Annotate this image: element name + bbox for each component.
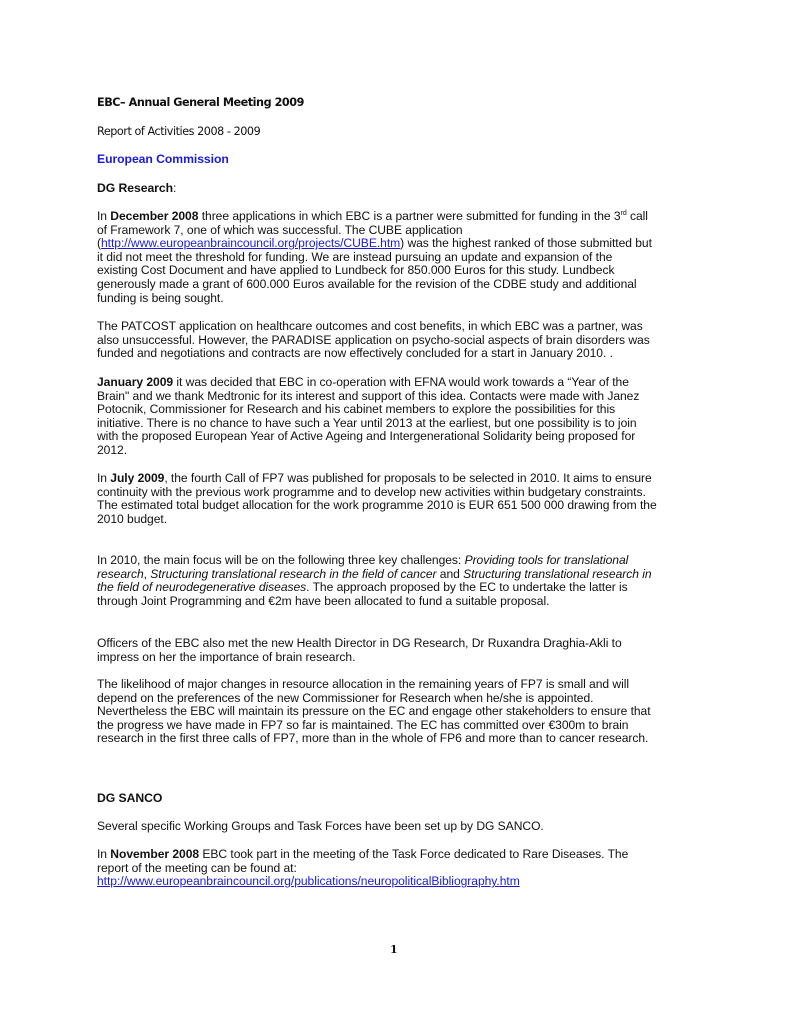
text-span: (: [97, 236, 101, 251]
p1-line-6: generously made a grant of 600.000 Euros available for the revision of the CDBE study and additional: [97, 276, 637, 291]
paragraph-november-2008: [97, 848, 717, 889]
text-span: In 2010, the main focus will be on the following three key challenges:: [97, 553, 465, 567]
p3-line-5: with the proposed European Year of Active Ageing and Intergenerational Solidarity being proposed for: [97, 429, 636, 444]
paragraph-likelihood: [97, 678, 717, 746]
text-span: and: [436, 566, 464, 581]
text-span: ,: [143, 566, 151, 581]
p1-line-4: it did not meet the threshold for funding. We are instead pursuing an update and expansion of the: [97, 249, 613, 264]
italic-span: Structuring translational research in the field of cancer: [150, 566, 437, 581]
text-span: ) was the highest ranked of those submitted but: [400, 236, 652, 251]
p5-line-4: through Joint Programming and €2m have been allocated to fund a suitable proposal.: [97, 593, 550, 608]
italic-span: research: [97, 566, 144, 581]
text-span: . The approach proposed by the EC to undertake the latter is: [306, 580, 628, 595]
paragraph-december-2008: [97, 210, 717, 305]
p1-line-7: funding is being sought.: [97, 290, 224, 305]
p7-line-2: depend on the preferences of the new Commissioner for Research when he/she is appointed.: [97, 690, 594, 705]
bold-date: January 2009: [97, 375, 174, 389]
italic-span: the field of neurodegenerative diseases: [97, 580, 307, 595]
paragraph-july-2009: [97, 472, 717, 526]
p6-line-2: impress on her the importance of brain research.: [97, 649, 356, 664]
document-subtitle-block: [97, 125, 717, 139]
text-span: In: [97, 209, 111, 223]
p1-line-3: [97, 237, 717, 251]
section-heading-block: [97, 153, 717, 167]
p7-line-5: research in the first three calls of FP7, more than in the whole of FP6 and more than to cancer research.: [97, 731, 649, 746]
page-number: 1: [390, 943, 398, 956]
text-span: it was decided that EBC in co-operation with EFNA would work towards a “Year of the: [173, 375, 629, 389]
neuropolitical-bibliography-link[interactable]: http://www.europeanbraincouncil.org/publications/neuropoliticalBibliography.htm: [97, 874, 520, 889]
superscript: rd: [620, 210, 627, 217]
text-span: call: [626, 209, 648, 223]
bold-date: July 2009: [110, 471, 165, 485]
paragraph-january-2009: [97, 376, 717, 458]
document-subtitle: Report of Activities 2008 - 2009: [97, 125, 261, 138]
subheading-dg-research-block: [97, 182, 717, 196]
p7-line-3: Nevertheless the EBC will maintain its pressure on the EC and engage other stakeholders to ensure that: [97, 704, 651, 719]
p3-line-1: [97, 376, 717, 390]
bold-date: December 2008: [110, 209, 199, 223]
sanco-p2-line-3: [97, 875, 717, 889]
italic-span: Structuring translational research in: [463, 566, 652, 581]
document-title: EBC– Annual General Meeting 2009: [97, 96, 304, 109]
paragraph-sanco-groups: [97, 820, 717, 834]
p4-line-3: The estimated total budget allocation for the work programme 2010 is EUR 651 500 000 drawing from the: [97, 498, 657, 513]
document-title-block: [97, 96, 717, 110]
paragraph-officers: [97, 637, 717, 664]
dg-research-colon: :: [173, 181, 177, 195]
p2-line-2: also unsuccessful. However, the PARADISE application on psycho-social aspects of brain disorders was: [97, 332, 650, 347]
bold-date: November 2008: [110, 847, 200, 861]
section-heading-european-commission: European Commission: [97, 152, 229, 166]
p1-line-5: existing Cost Document and have applied to Lundbeck for 850.000 Euros for this study. Lundbeck: [97, 263, 615, 278]
p5-line-1: [97, 554, 717, 568]
p3-line-3: Potocnik, Commissioner for Research and his cabinet members to explore the possibilities for this: [97, 402, 616, 417]
p5-line-3: [97, 581, 717, 595]
text-span: In: [97, 471, 111, 485]
sanco-p2-line-1: [97, 848, 717, 862]
subheading-dg-sanco: DG SANCO: [97, 791, 163, 805]
italic-span: Providing tools for translational: [464, 553, 629, 567]
p3-line-2: Brain" and we thank Medtronic for its interest and support of this idea. Contacts were made with Janez: [97, 388, 640, 403]
p2-line-3: funded and negotiations and contracts are now effectively concluded for a start in January 2010. .: [97, 346, 613, 361]
p3-line-4: initiative. There is no chance to have such a Year until 2013 at the earliest, but one possibility is to join: [97, 415, 637, 430]
p4-line-2: continuity with the previous work programme and to develop new activities within budgetary constraints.: [97, 484, 646, 499]
paragraph-patcost: [97, 320, 717, 361]
p6-line-1: Officers of the EBC also met the new Health Director in DG Research, Dr Ruxandra Draghia-Akli to: [97, 636, 622, 650]
subheading-dg-research: [97, 182, 717, 196]
text-span: In: [97, 847, 111, 861]
cube-project-link[interactable]: http://www.europeanbraincouncil.org/projects/CUBE.htm: [100, 236, 401, 251]
subheading-dg-sanco-block: [97, 792, 717, 806]
p4-line-1: [97, 472, 717, 486]
dg-research-label: DG Research: [97, 181, 173, 195]
p4-line-4: 2010 budget.: [97, 511, 168, 526]
p7-line-4: the progress we have made in FP7 so far is maintained. The EC has committed over €300m to brain: [97, 717, 629, 732]
paragraph-2010-focus: [97, 554, 717, 608]
p1-line-2: of Framework 7, one of which was successful. The CUBE application: [97, 222, 463, 237]
p1-line-1: [97, 210, 717, 224]
text-span: , the fourth Call of FP7 was published for proposals to be selected in 2010. It aims to ensure: [164, 471, 652, 485]
sanco-p1-line-1: Several specific Working Groups and Task Forces have been set up by DG SANCO.: [97, 819, 544, 833]
sanco-p2-line-2: report of the meeting can be found at:: [97, 860, 297, 875]
p5-line-2: [97, 568, 717, 582]
p3-line-6: 2012.: [97, 442, 128, 457]
p2-line-1: The PATCOST application on healthcare outcomes and cost benefits, in which EBC was a partner, was: [97, 319, 643, 333]
text-span: three applications in which EBC is a partner were submitted for funding in the 3: [198, 209, 621, 223]
text-span: EBC took part in the meeting of the Task Force dedicated to Rare Diseases. The: [199, 847, 629, 861]
p7-line-1: The likelihood of major changes in resource allocation in the remaining years of FP7 is small and will: [97, 677, 629, 691]
